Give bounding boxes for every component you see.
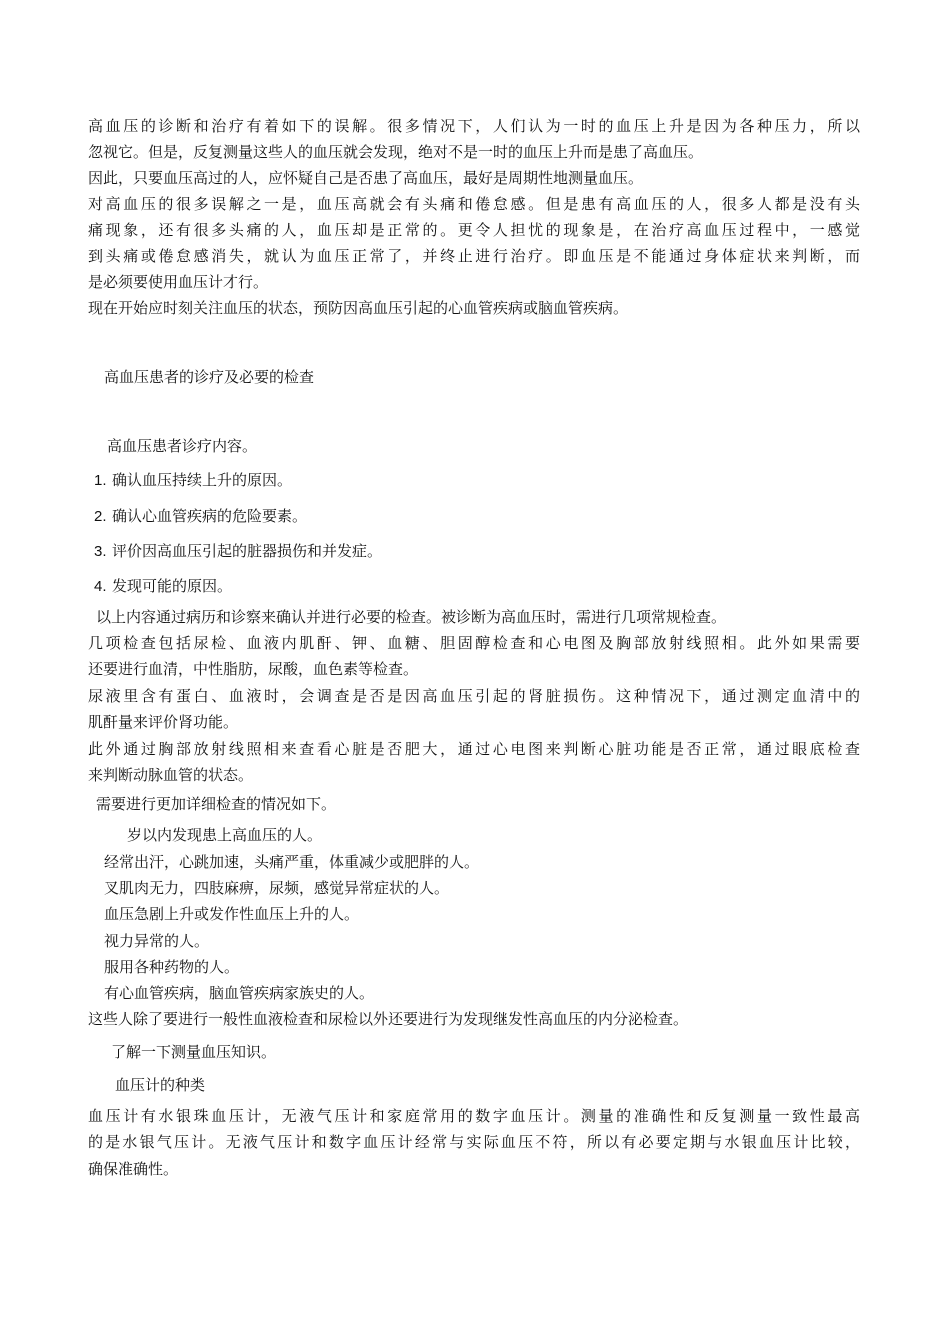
intro-line: 忽视它。但是，反复测量这些人的血压就会发现，绝对不是一时的血压上升而是患了高血压。 (88, 143, 704, 161)
exam-line: 以上内容通过病历和诊察来确认并进行必要的检查。被诊断为高血压时，需进行几项常规检查。 (96, 608, 727, 626)
intro-line: 因此，只要血压高过的人，应怀疑自己是否患了高血压，最好是周期性地测量血压。 (88, 169, 644, 187)
diagnosis-heading: 高血压患者诊疗内容。 (107, 437, 258, 455)
exam-line: 几项检查包括尿检、血液内肌酐、钾、血糖、胆固醇检查和心电图及胸部放射线照相。此外如果需要 (88, 634, 860, 652)
list-item (94, 503, 307, 530)
monitor-line: 确保准确性。 (88, 1160, 179, 1178)
detailed-item: 视力异常的人。 (104, 932, 210, 950)
list-number: 1. (94, 472, 107, 489)
list-text: 确认血压持续上升的原因。 (112, 471, 293, 489)
exam-line: 此外通过胸部放射线照相来查看心脏是否肥大，通过心电图来判断心脏功能是否正常，通过眼底检查 (88, 740, 860, 758)
exam-line: 还要进行血清，中性脂肪，尿酸，血色素等检查。 (88, 660, 419, 678)
exam-line: 肌酐量来评价肾功能。 (88, 713, 239, 731)
list-item (94, 538, 382, 565)
detailed-heading: 需要进行更加详细检查的情况如下。 (96, 795, 337, 813)
list-item (94, 467, 292, 494)
detailed-item: 经常出汗，心跳加速，头痛严重，体重减少或肥胖的人。 (104, 853, 480, 871)
intro-line: 是必须要使用血压计才行。 (88, 273, 269, 291)
detailed-item: 有心血管疾病，脑血管疾病家族史的人。 (104, 984, 375, 1002)
section-title: 高血压患者的诊疗及必要的检查 (104, 368, 315, 386)
list-number: 3. (94, 543, 107, 560)
monitor-line: 的是水银气压计。无液气压计和数字血压计经常与实际血压不符，所以有必要定期与水银血压计比较， (88, 1133, 860, 1151)
monitor-line: 血压计有水银珠血压计，无液气压计和家庭常用的数字血压计。测量的准确性和反复测量一致性最高 (88, 1107, 860, 1125)
list-number: 4. (94, 578, 107, 595)
detailed-item: 岁以内发现患上高血压的人。 (127, 826, 323, 844)
detailed-conclusion: 这些人除了要进行一般性血液检查和尿检以外还要进行为发现继发性高血压的内分泌检查。 (88, 1010, 689, 1028)
intro-line: 对高血压的很多误解之一是，血压高就会有头痛和倦怠感。但是患有高血压的人，很多人都是没有头 (88, 195, 860, 213)
list-text: 确认心血管疾病的危险要素。 (112, 507, 308, 525)
intro-line: 痛现象，还有很多头痛的人，血压却是正常的。更令人担忧的现象是，在治疗高血压过程中，一感觉 (88, 221, 860, 239)
intro-line: 现在开始应时刻关注血压的状态，预防因高血压引起的心血管疾病或脑血管疾病。 (88, 299, 629, 317)
exam-line: 来判断动脉血管的状态。 (88, 766, 254, 784)
list-item (94, 573, 232, 600)
detailed-item: 服用各种药物的人。 (104, 958, 240, 976)
list-text: 发现可能的原因。 (112, 577, 233, 595)
detailed-item: 血压急剧上升或发作性血压上升的人。 (104, 905, 360, 923)
detailed-item: 叉肌肉无力，四肢麻痹，尿频，感觉异常症状的人。 (104, 879, 450, 897)
intro-line: 到头痛或倦怠感消失，就认为血压正常了，并终止进行治疗。即血压是不能通过身体症状来判断，而 (88, 247, 860, 265)
list-number: 2. (94, 508, 107, 525)
list-text: 评价因高血压引起的脏器损伤和并发症。 (112, 542, 383, 560)
exam-line: 尿液里含有蛋白、血液时，会调查是否是因高血压引起的肾脏损伤。这种情况下，通过测定血清中的 (88, 687, 860, 705)
intro-line: 高血压的诊断和治疗有着如下的误解。很多情况下，人们认为一时的血压上升是因为各种压力，所以 (88, 117, 860, 135)
measure-intro: 了解一下测量血压知识。 (111, 1043, 277, 1061)
monitor-heading: 血压计的种类 (115, 1076, 206, 1094)
